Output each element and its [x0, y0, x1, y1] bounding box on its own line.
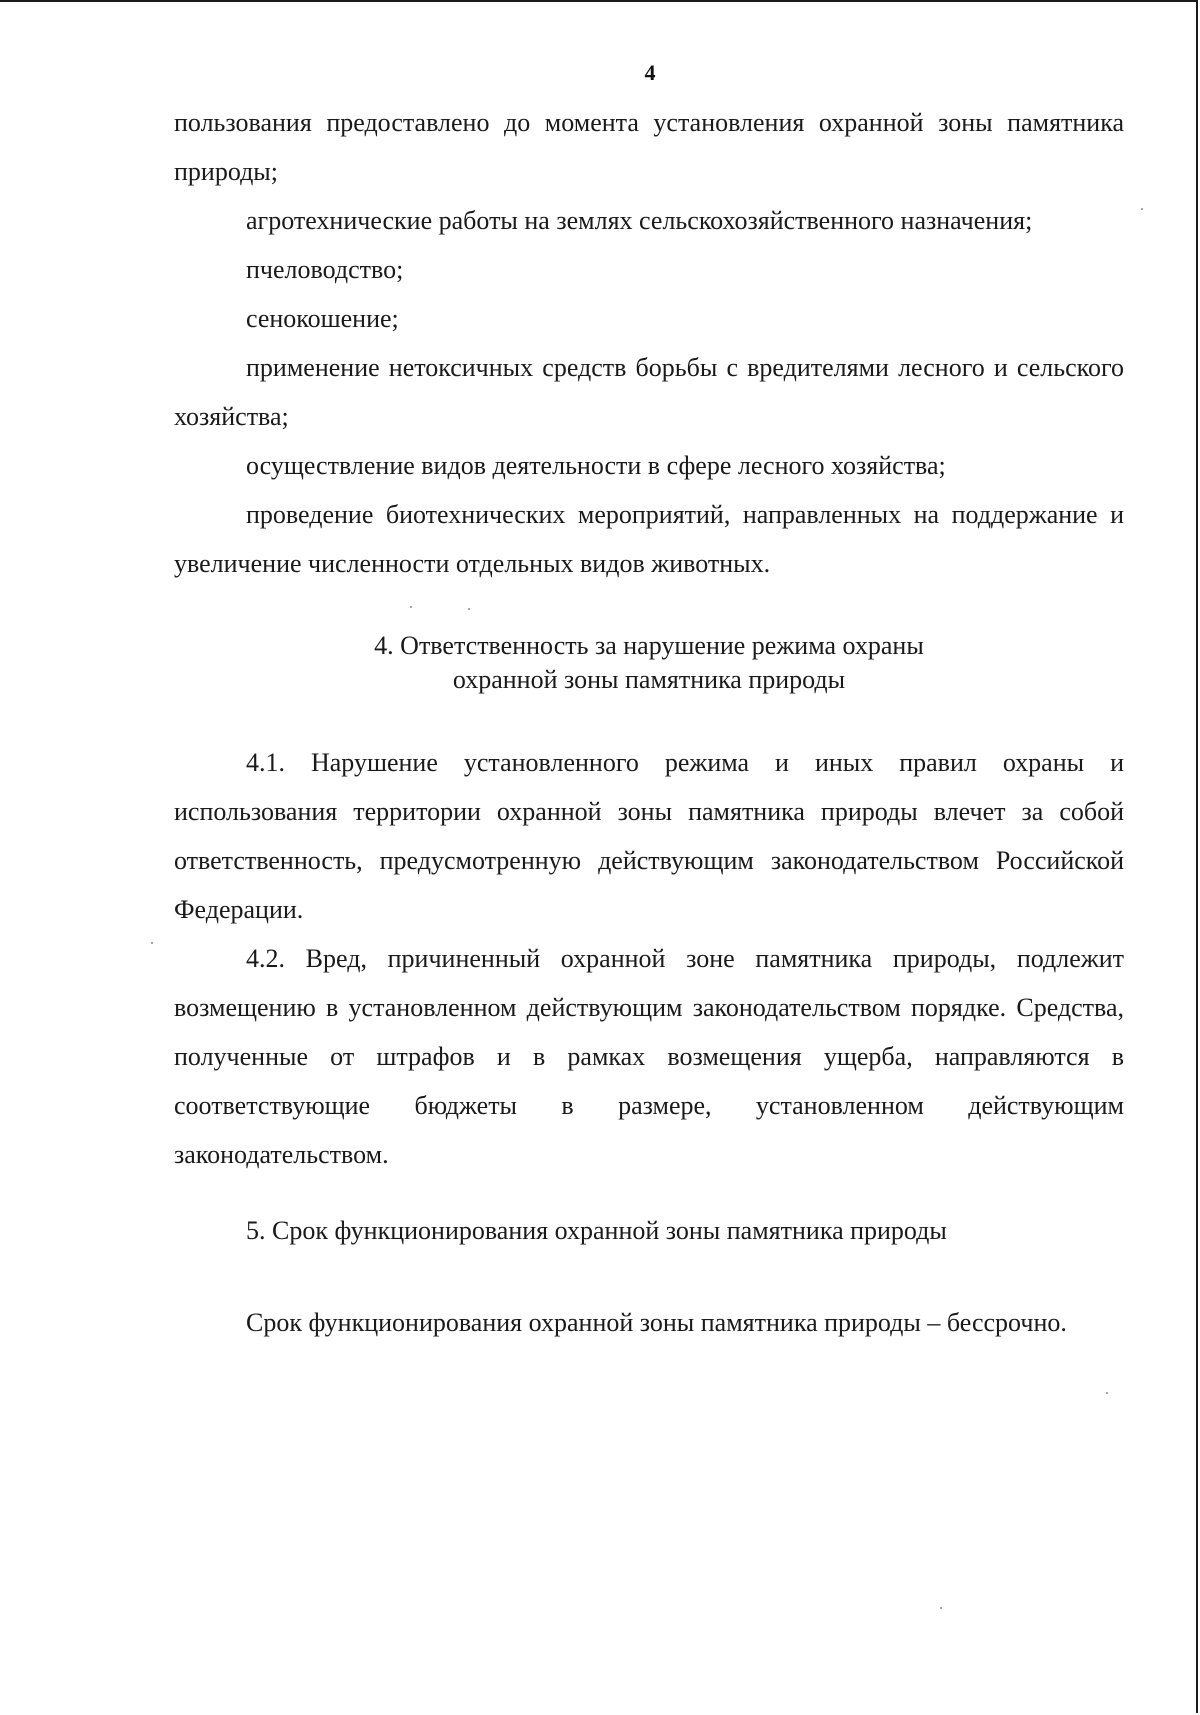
scan-speck: [940, 1607, 942, 1609]
page-number: 4: [644, 60, 656, 85]
section4-heading: [174, 629, 1124, 697]
section5-heading: 5. Срок функционирования охранной зоны памятника природы: [246, 1216, 947, 1245]
list-item-forestry: осуществление видов деятельности в сфере лесного хозяйства;: [246, 451, 946, 480]
permitted-activities-block: [174, 98, 1124, 588]
section4-heading-line2: охранной зоны памятника природы: [452, 665, 846, 694]
scan-speck: [410, 606, 412, 608]
list-item-haymaking: сенокошение;: [246, 304, 399, 333]
list-item-nontoxic-pest-control: применение нетоксичных средств борьбы с вредителями лесного и сельского хозяйства;: [174, 353, 1124, 431]
section4-body: [174, 738, 1124, 1179]
scan-speck: [1106, 1392, 1108, 1394]
section4-heading-line1: 4. Ответственность за нарушение режима охраны: [374, 631, 924, 660]
list-item-agrotech: агротехнические работы на землях сельскохозяйственного назначения;: [246, 206, 1033, 235]
section5-body: [174, 1298, 1124, 1347]
scan-speck: [151, 942, 153, 944]
section4-paragraph-2: 4.2. Вред, причиненный охранной зоне памятника природы, подлежит возмещению в установленном действующим законодательством порядке. Средства, полученные от штрафов и в рамках возмещения ущерба, направляются в соответствующие бюджеты в размере, установленном действующим законодательством.: [174, 944, 1124, 1169]
scan-speck: [1141, 208, 1143, 210]
section4-paragraph-1: 4.1. Нарушение установленного режима и иных правил охраны и использования территории охранной зоны памятника природы влечет за собой ответственность, предусмотренную действующим законодательством Российской Федерации.: [174, 748, 1124, 924]
section5-heading-block: [174, 1214, 1124, 1248]
list-item-beekeeping: пчеловодство;: [246, 255, 404, 284]
continuation-paragraph: пользования предоставлено до момента установления охранной зоны памятника природы;: [174, 108, 1124, 186]
list-item-biotechnical: проведение биотехнических мероприятий, направленных на поддержание и увеличение численности отдельных видов животных.: [174, 500, 1124, 578]
scan-speck: [468, 608, 470, 610]
section5-paragraph-1: Срок функционирования охранной зоны памятника природы – бессрочно.: [246, 1308, 1067, 1337]
